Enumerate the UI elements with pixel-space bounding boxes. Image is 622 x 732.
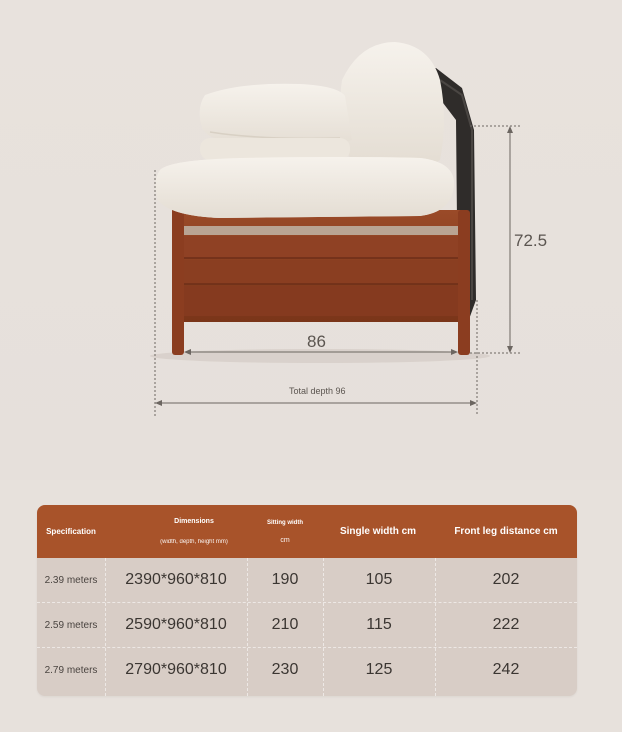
seat-depth-label: 86	[307, 332, 326, 351]
header-dimensions: Dimensions (width, depth, height mm)	[160, 518, 228, 545]
cell-spec: 2.79 meters	[44, 664, 98, 676]
cell-dimensions: 2590*960*810	[125, 616, 227, 633]
cell-dimensions: 2790*960*810	[125, 661, 227, 678]
sofa-back-cushion	[340, 42, 444, 165]
cell-front-leg: 202	[492, 571, 520, 588]
cell-front-leg: 242	[492, 661, 520, 678]
table-row	[37, 603, 577, 648]
sofa-back-leg	[458, 210, 470, 355]
header-specification: Specification	[46, 526, 96, 536]
table-body	[37, 558, 577, 696]
cell-single-width: 115	[366, 616, 392, 633]
header-front-leg: Front leg distance cm	[454, 526, 558, 537]
cell-sitting-width: 210	[271, 616, 299, 633]
table-row	[37, 558, 577, 603]
cell-spec: 2.59 meters	[44, 619, 98, 631]
header-sitting-width: Sitting width cm	[267, 519, 303, 544]
cell-single-width: 125	[365, 661, 393, 678]
cell-single-width: 105	[365, 571, 393, 588]
cell-sitting-width: 190	[271, 571, 299, 588]
table-header	[37, 505, 577, 558]
cell-front-leg: 222	[492, 616, 520, 633]
table-row	[37, 648, 577, 692]
height-label: 72.5	[514, 231, 548, 250]
cell-dimensions: 2390*960*810	[125, 571, 227, 588]
total-depth-label: Total depth 96	[289, 386, 346, 396]
cell-sitting-width: 230	[271, 661, 299, 678]
header-single-width: Single width cm	[339, 526, 417, 537]
spec-table	[37, 505, 577, 696]
cell-spec: 2.39 meters	[44, 574, 98, 586]
sofa-front-leg	[172, 205, 184, 355]
